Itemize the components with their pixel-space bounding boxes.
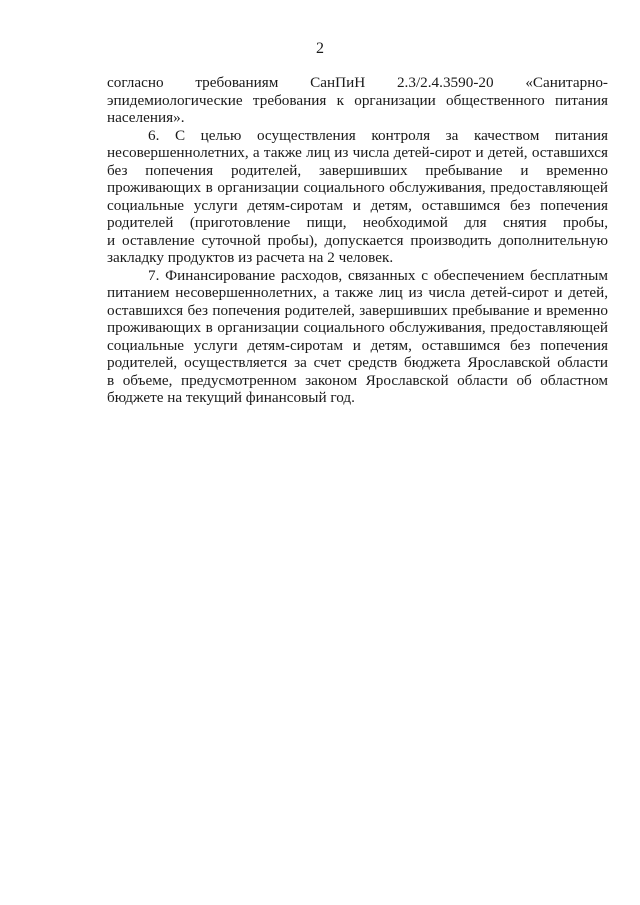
paragraph-requirements bbox=[107, 74, 608, 127]
text-line: в объеме, предусмотренном законом Ярославской области об областном bbox=[107, 371, 608, 389]
text-line: родителей, осуществляется за счет средств бюджета Ярославской области bbox=[107, 354, 608, 371]
text-line: без попечения родителей, завершивших пребывание и временно bbox=[107, 161, 608, 179]
paragraph-7-financing bbox=[107, 267, 608, 407]
text-line: и оставление суточной пробы), допускается производить дополнительную bbox=[107, 231, 608, 249]
text-line: питанием несовершеннолетних, а также лиц из числа детей-сирот и детей, bbox=[107, 284, 608, 301]
text-line: оставшихся без попечения родителей, завершивших пребывание и временно bbox=[107, 301, 608, 319]
text-line: закладку продуктов из расчета на 2 человек. bbox=[107, 249, 394, 266]
page-number: 2 bbox=[316, 40, 324, 57]
text-line: 6. С целью осуществления контроля за качеством питания bbox=[148, 126, 608, 144]
text-line: социальные услуги детям-сиротам и детям, оставшимся без попечения bbox=[107, 196, 608, 214]
text-line: бюджете на текущий финансовый год. bbox=[107, 389, 355, 406]
text-line: несовершеннолетних, а также лиц из числа детей-сирот и детей, оставшихся bbox=[107, 144, 608, 161]
text-line: населения». bbox=[107, 109, 185, 126]
text-line: 7. Финансирование расходов, связанных с обеспечением бесплатным bbox=[148, 266, 608, 284]
text-line: социальные услуги детям-сиротам и детям, оставшимся без попечения bbox=[107, 336, 608, 354]
text-line: согласно требованиям СанПиН 2.3/2.4.3590-20 «Санитарно- bbox=[107, 74, 608, 91]
paragraph-6-quality-control bbox=[107, 127, 608, 267]
text-line: эпидемиологические требования к организации общественного питания bbox=[107, 91, 608, 109]
text-line: родителей (приготовление пищи, необходимой для снятия пробы, bbox=[107, 214, 608, 231]
text-line: проживающих в организации социального обслуживания, предоставляющей bbox=[107, 319, 608, 336]
text-line: проживающих в организации социального обслуживания, предоставляющей bbox=[107, 179, 608, 196]
document-body bbox=[107, 74, 608, 407]
